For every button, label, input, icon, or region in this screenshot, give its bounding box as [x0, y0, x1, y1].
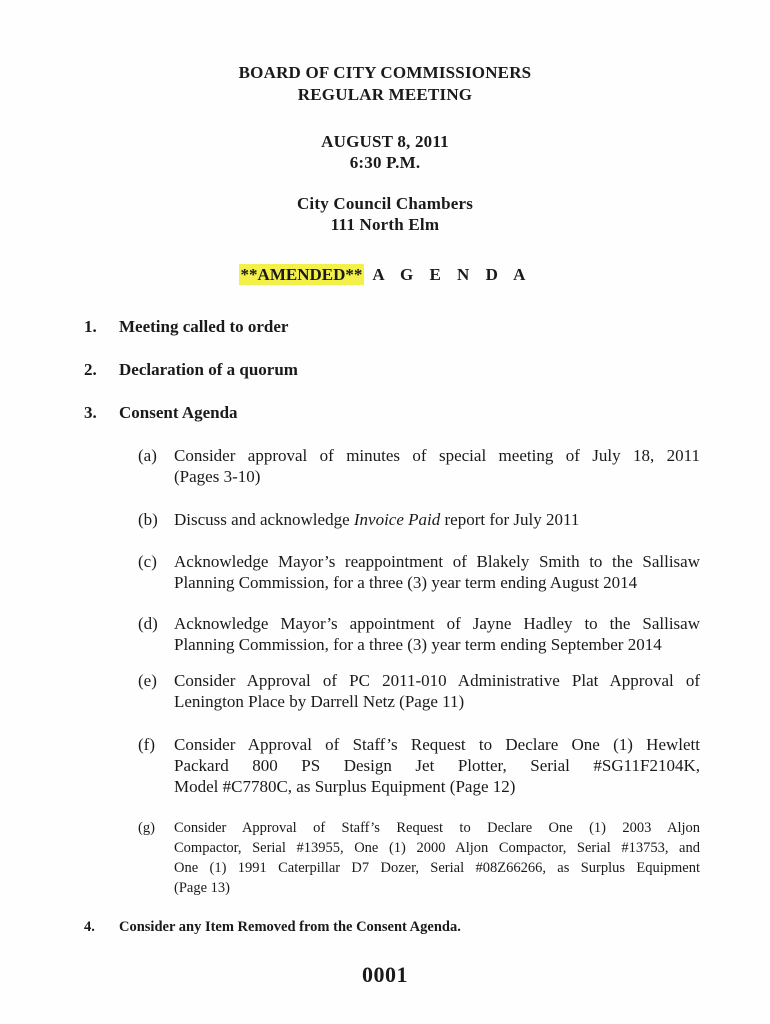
item-label: Meeting called to order	[119, 317, 289, 336]
sub-line: Consider Approval of Staff’s Request to Declare One (1) Hewlett	[174, 735, 700, 754]
meeting-date: AUGUST 8, 2011	[321, 132, 449, 151]
invoice-paid-text: Invoice Paid	[353, 510, 441, 529]
sub-letter: (b)	[138, 510, 158, 529]
sub-line: (Page 13)	[174, 880, 230, 896]
amended-highlight: **AMENDED**	[240, 265, 363, 284]
sub-text: report for July 2011	[440, 510, 580, 529]
sub-line: Acknowledge Mayor’s appointment of Jayne Hadley to the Sallisaw	[174, 614, 700, 633]
consent-item-d	[138, 613, 700, 655]
agenda-title: A G E N D A	[372, 265, 532, 284]
meeting-time: 6:30 P.M.	[349, 153, 421, 172]
item-label: Declaration of a quorum	[119, 360, 298, 379]
agenda-item-4	[84, 919, 461, 936]
sub-line: Planning Commission, for a three (3) year term ending September 2014	[174, 635, 662, 654]
agenda-item-1	[84, 317, 288, 337]
meeting-type: REGULAR MEETING	[297, 85, 473, 104]
consent-item-c	[138, 551, 700, 593]
meeting-location: City Council Chambers	[296, 194, 474, 213]
sub-line	[174, 509, 700, 530]
page-number: 0001	[362, 962, 408, 987]
sub-line: Consider Approval of PC 2011-010 Administrative Plat Approval of	[174, 671, 700, 690]
sub-letter: (d)	[138, 614, 158, 633]
agenda-heading	[0, 265, 770, 285]
item-number: 3.	[84, 403, 97, 422]
sub-text: Discuss and acknowledge	[174, 510, 354, 529]
sub-letter: (a)	[138, 446, 157, 465]
sub-line: Consider Approval of Staff’s Request to Declare One (1) 2003 Aljon	[174, 820, 700, 836]
sub-line: Model #C7780C, as Surplus Equipment (Page 12)	[174, 777, 516, 796]
sub-line: Packard 800 PS Design Jet Plotter, Serial #SG11F2104K,	[174, 756, 700, 775]
consent-item-e	[138, 670, 700, 712]
consent-item-b	[138, 509, 700, 530]
sub-line: Compactor, Serial #13955, One (1) 2000 Aljon Compactor, Serial #13753, and	[174, 840, 700, 856]
consent-item-f	[138, 734, 700, 797]
sub-letter: (f)	[138, 735, 155, 754]
sub-line: Acknowledge Mayor’s reappointment of Blakely Smith to the Sallisaw	[174, 552, 700, 571]
agenda-item-2	[84, 360, 298, 380]
sub-line: Lenington Place by Darrell Netz (Page 11)	[174, 692, 465, 711]
item-number: 4.	[84, 919, 95, 935]
item-label: Consider any Item Removed from the Consent Agenda.	[119, 919, 461, 935]
agenda-item-3	[84, 403, 238, 423]
consent-item-g	[138, 818, 700, 898]
item-number: 1.	[84, 317, 97, 336]
sub-line: Consider approval of minutes of special meeting of July 18, 2011	[174, 446, 700, 465]
sub-line: Planning Commission, for a three (3) year term ending August 2014	[174, 573, 638, 592]
item-number: 2.	[84, 360, 97, 379]
sub-letter: (c)	[138, 552, 157, 571]
board-title: BOARD OF CITY COMMISSIONERS	[238, 63, 532, 82]
consent-item-a	[138, 445, 700, 487]
sub-line: One (1) 1991 Caterpillar D7 Dozer, Serial #08Z66266, as Surplus Equipment	[174, 860, 700, 876]
meeting-address: 111 North Elm	[330, 215, 440, 234]
item-label: Consent Agenda	[119, 403, 238, 422]
sub-letter: (e)	[138, 671, 157, 690]
sub-line: (Pages 3-10)	[174, 467, 261, 486]
sub-letter: (g)	[138, 820, 155, 836]
